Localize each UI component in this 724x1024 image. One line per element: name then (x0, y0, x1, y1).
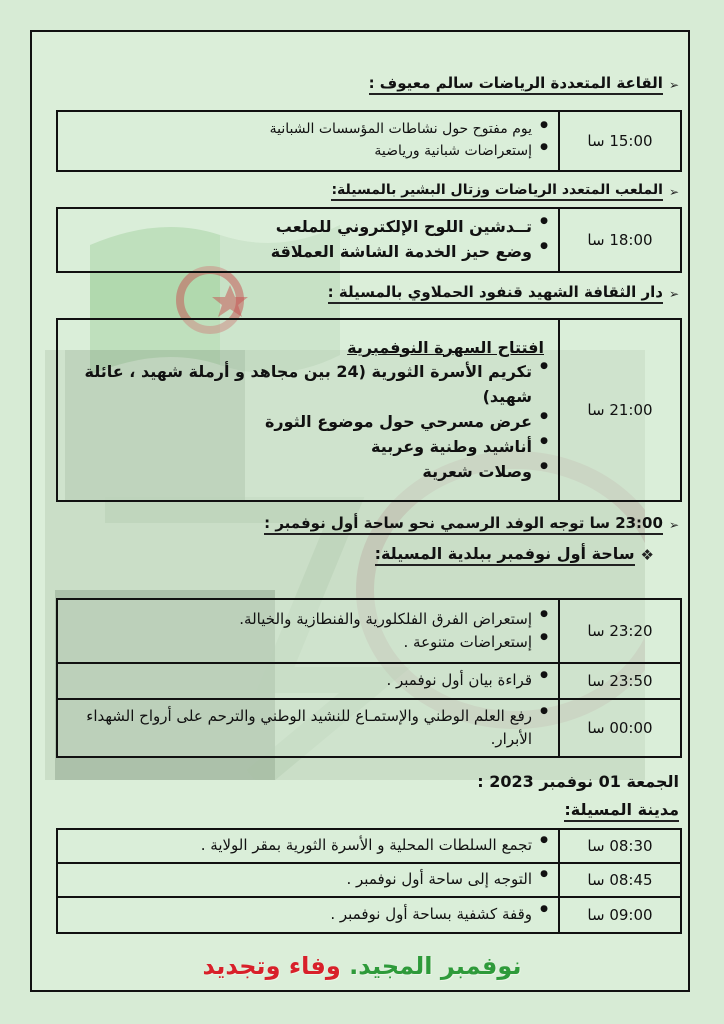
table-row (56, 664, 682, 700)
schedule-table-square (56, 598, 682, 758)
table-row (56, 864, 682, 898)
list-item: ● عرض مسرحي حول موضوع الثورة (66, 410, 548, 435)
arrow-bullet-icon: ➢ (668, 286, 679, 301)
section-heading-city: مدينة المسيلة: (564, 800, 679, 822)
list-item: ● قراءة بيان أول نوفمبر . (66, 669, 548, 692)
arrow-bullet-icon: ➢ (668, 184, 679, 199)
table-row (56, 598, 682, 664)
list-item: ● يوم مفتوح حول نشاطات المؤسسات الشبانية (66, 119, 548, 141)
schedule-block-hall (56, 110, 682, 172)
activity-list (58, 830, 558, 862)
list-item: ● وقفة كشفية بساحة أول نوفمبر . (66, 903, 548, 926)
table-row (56, 700, 682, 758)
section-heading-culture-house: ➢ دار الثقافة الشهيد قنفود الحملاوي بالمسيلة : (328, 283, 679, 304)
activity-list (58, 664, 558, 698)
time-cell: 23:50 سا (558, 664, 680, 698)
list-item: ● أناشيد وطنية وعربية (66, 435, 548, 460)
footer-slogan (0, 952, 724, 980)
list-item: ● وضع حيز الخدمة الشاشة العملاقة (66, 240, 548, 265)
date-heading: الجمعة 01 نوفمبر 2023 : (477, 772, 679, 791)
activity-list (58, 898, 558, 932)
table-row (56, 898, 682, 934)
section-heading-hall: ➢ القاعة المتعددة الرياضات سالم معيوف : (369, 74, 679, 95)
time-cell: 08:45 سا (558, 864, 680, 896)
arrow-bullet-icon: ➢ (668, 517, 679, 532)
activity-list (58, 209, 558, 271)
list-item: ● تــدشين اللوح الإلكتروني للملعب (66, 215, 548, 240)
list-item: ● إستعراض الفرق الفلكلورية والفنطازية والخيالة. (66, 608, 548, 631)
schedule-block-culture-house (56, 318, 682, 502)
time-cell: 15:00 سا (558, 112, 680, 170)
time-cell: 21:00 سا (558, 320, 680, 500)
activity-list (58, 112, 558, 170)
diamond-bullet-icon: ❖ (640, 546, 654, 564)
list-item: ● تكريم الأسرة الثورية (24 بين مجاهد و أرملة شهيد ، عائلة شهيد) (66, 360, 548, 410)
activity-list (58, 864, 558, 896)
time-cell: 23:20 سا (558, 600, 680, 662)
activity-list (58, 700, 558, 756)
arrow-bullet-icon: ➢ (668, 77, 679, 92)
list-item: ● وصلات شعرية (66, 460, 548, 485)
section-heading-stadium: ➢ الملعب المتعدد الرياضات وزتال البشير بالمسيلة: (331, 182, 679, 201)
activity-list (58, 600, 558, 662)
time-cell: 09:00 سا (558, 898, 680, 932)
time-cell: 00:00 سا (558, 700, 680, 756)
time-cell: 18:00 سا (558, 209, 680, 271)
table-row (56, 828, 682, 864)
time-cell: 08:30 سا (558, 830, 680, 862)
evening-title: افتتاح السهرة النوفمبرية (347, 337, 544, 357)
section-heading-square: ❖ ساحة أول نوفمبر ببلدية المسيلة: (374, 544, 654, 564)
section-heading-delegation: ➢ 23:00 سا توجه الوفد الرسمي نحو ساحة أول نوفمبر : (264, 514, 679, 535)
slogan-red: وفاء وتجديد (202, 952, 341, 980)
schedule-table-city (56, 828, 682, 934)
list-item: ● التوجه إلى ساحة أول نوفمبر . (66, 868, 548, 891)
activity-list (58, 320, 558, 500)
slogan-green: نوفمبر المجيد. (349, 952, 522, 980)
list-item: ● إستعراضات متنوعة . (66, 631, 548, 654)
list-item: ● رفع العلم الوطني والإستمـاع للنشيد الوطني والترحم على أرواح الشهداء الأبرار. (66, 705, 548, 752)
schedule-block-stadium (56, 207, 682, 273)
list-item: ● إستعراضات شبانية ورياضية (66, 141, 548, 163)
list-item: ● تجمع السلطات المحلية و الأسرة الثورية بمقر الولاية . (66, 834, 548, 857)
